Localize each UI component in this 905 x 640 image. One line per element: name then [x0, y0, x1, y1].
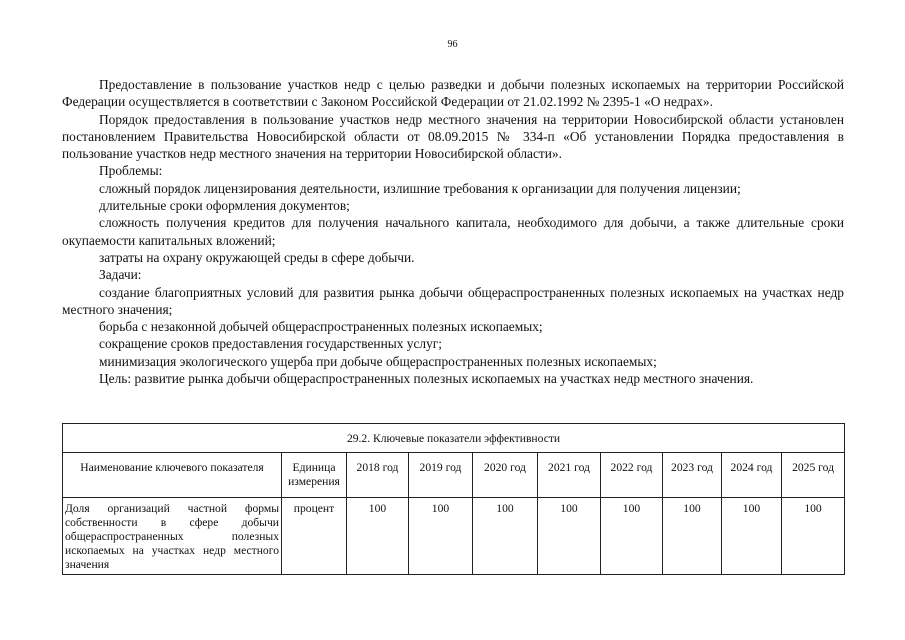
- list-item: сложность получения кредитов для получения начального капитала, необходимого для добычи, а также длительные сроки окупаемости капитальных вложений;: [62, 215, 844, 248]
- page-number: 96: [447, 39, 458, 50]
- table-caption-row: [63, 424, 845, 453]
- paragraph: Порядок предоставления в пользование участков недр местного значения на территории Новосибирской области установлен постановлением Правительства Новосибирской области от 08.09.2015 № 334-п «Об установлении Порядка предоставления в пользование участков недр местного значения на территории Новосибирской области».: [62, 111, 844, 162]
- indicator-value: 100: [663, 498, 722, 575]
- header-year: 2024 год: [722, 453, 782, 498]
- header-year: 2022 год: [601, 453, 663, 498]
- kpi-table: [62, 423, 845, 575]
- section-heading-problems: Проблемы:: [99, 163, 163, 179]
- section-heading-tasks: Задачи:: [99, 267, 142, 283]
- indicator-value: 100: [782, 498, 845, 575]
- goal-paragraph: Цель: развитие рынка добычи общераспространенных полезных ископаемых на участках недр местного значения.: [99, 371, 754, 387]
- header-year: 2021 год: [538, 453, 601, 498]
- indicator-value: 100: [347, 498, 409, 575]
- table-header-row: [63, 453, 845, 498]
- header-year: 2019 год: [409, 453, 473, 498]
- indicator-value: 100: [722, 498, 782, 575]
- list-item: создание благоприятных условий для развития рынка добычи общераспространенных полезных ископаемых на участках недр местного значения;: [62, 284, 844, 317]
- list-item: сокращение сроков предоставления государственных услуг;: [99, 336, 443, 352]
- list-item: затраты на охрану окружающей среды в сфере добычи.: [99, 249, 415, 265]
- list-item: борьба с незаконной добычей общераспространенных полезных ископаемых;: [99, 319, 543, 335]
- indicator-value: 100: [601, 498, 663, 575]
- list-item: длительные сроки оформления документов;: [99, 198, 350, 214]
- table-row: [63, 498, 845, 575]
- header-year: 2020 год: [473, 453, 538, 498]
- list-item: минимизация экологического ущерба при добыче общераспространенных полезных ископаемых;: [99, 353, 657, 369]
- header-year: 2023 год: [663, 453, 722, 498]
- header-year: 2025 год: [782, 453, 845, 498]
- indicator-value: 100: [409, 498, 473, 575]
- indicator-name: Доля организаций частной формы собственности в сфере добычи общераспространенных полезных ископаемых на участках недр местного значения: [63, 498, 282, 575]
- indicator-unit: процент: [282, 498, 347, 575]
- table-caption: 29.2. Ключевые показатели эффективности: [63, 424, 845, 453]
- body-text: [62, 76, 844, 387]
- paragraph: Предоставление в пользование участков недр с целью разведки и добычи полезных ископаемых на территории Российской Федерации осуществляется в соответствии с Законом Российской Федерации от 21.02.1992 № 2395-1 «О недрах».: [62, 77, 844, 110]
- indicator-value: 100: [473, 498, 538, 575]
- header-year: 2018 год: [347, 453, 409, 498]
- header-unit: Единица измерения: [282, 453, 347, 498]
- indicator-value: 100: [538, 498, 601, 575]
- header-indicator-name: Наименование ключевого показателя: [63, 453, 282, 498]
- list-item: сложный порядок лицензирования деятельности, излишние требования к организации для получения лицензии;: [99, 180, 741, 196]
